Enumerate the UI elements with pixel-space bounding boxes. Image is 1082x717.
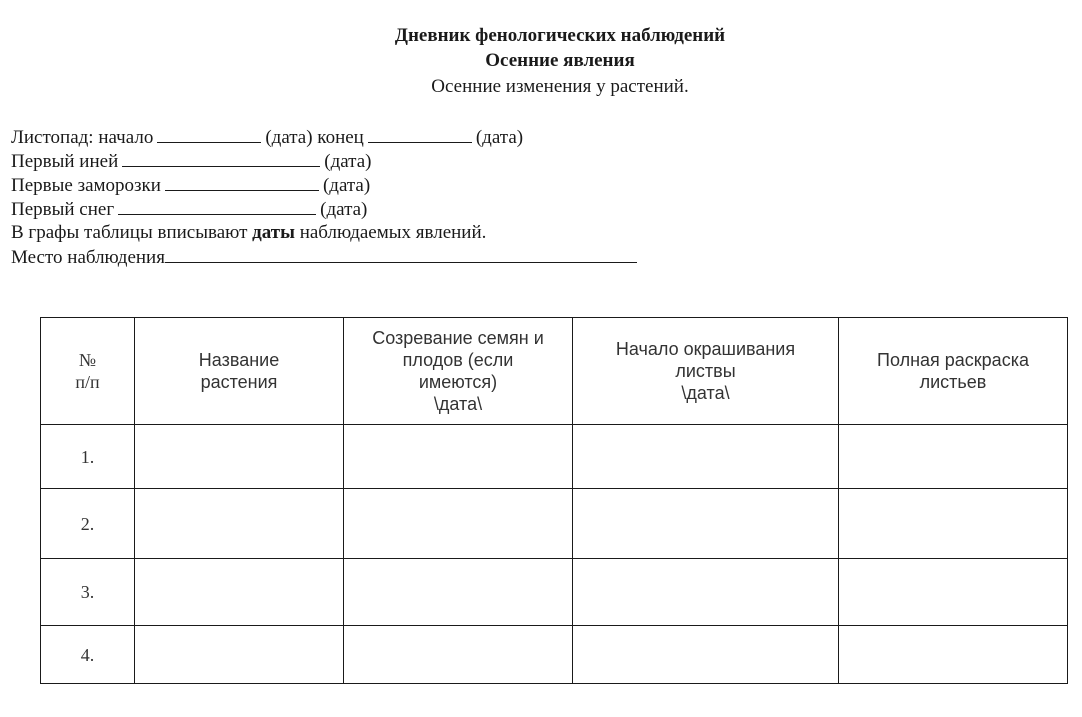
- full-coloring-cell[interactable]: [839, 626, 1068, 684]
- header-seeds-line4: \дата\: [433, 394, 483, 414]
- first-snow-blank[interactable]: [118, 197, 316, 215]
- table-header-row: [41, 318, 1068, 425]
- plant-name-cell[interactable]: [135, 559, 344, 626]
- header-num-line1: №: [78, 350, 97, 370]
- observation-form: [11, 125, 637, 269]
- header-full-line1: Полная раскраска: [877, 350, 1029, 370]
- leaf-fall-start-blank[interactable]: [157, 125, 261, 143]
- header-seeds: [344, 318, 573, 425]
- header-plant-name: [135, 318, 344, 425]
- leaf-fall-label: Листопад: начало: [11, 127, 154, 148]
- table-row: [41, 626, 1068, 684]
- row-number: 1.: [41, 425, 135, 489]
- first-frost-line: [11, 149, 637, 173]
- instruction-prefix: В графы таблицы вписывают: [11, 222, 248, 243]
- instruction-line: [11, 221, 637, 245]
- first-freeze-label: Первые заморозки: [11, 175, 161, 196]
- seeds-date-cell[interactable]: [344, 489, 573, 559]
- plant-name-cell[interactable]: [135, 489, 344, 559]
- leaf-fall-date-end-label: (дата) конец: [265, 127, 364, 148]
- header-full-line2: листьев: [919, 372, 987, 392]
- header-coloring-line3: \дата\: [681, 383, 730, 403]
- section-subtitle: Осенние изменения у растений.: [431, 76, 689, 97]
- coloring-date-cell[interactable]: [573, 626, 839, 684]
- header-coloring-line2: листвы: [675, 361, 736, 381]
- plant-name-cell[interactable]: [135, 425, 344, 489]
- coloring-date-cell[interactable]: [573, 559, 839, 626]
- instruction-bold: даты: [252, 222, 295, 243]
- header-name-line2: растения: [200, 372, 278, 392]
- leaf-fall-line: [11, 125, 637, 149]
- plant-name-cell[interactable]: [135, 626, 344, 684]
- leaf-fall-end-blank[interactable]: [368, 125, 472, 143]
- full-coloring-cell[interactable]: [839, 425, 1068, 489]
- header-full-coloring: [839, 318, 1068, 425]
- seeds-date-cell[interactable]: [344, 559, 573, 626]
- header-seeds-line3: имеются): [418, 372, 498, 392]
- first-snow-date-label: (дата): [320, 199, 368, 220]
- header-name-line1: Название: [198, 350, 280, 370]
- first-snow-label: Первый снег: [11, 199, 115, 220]
- full-coloring-cell[interactable]: [839, 559, 1068, 626]
- coloring-date-cell[interactable]: [573, 489, 839, 559]
- place-label: Место наблюдения: [11, 247, 165, 268]
- first-snow-line: [11, 197, 637, 221]
- place-line: [11, 245, 637, 269]
- row-number: 4.: [41, 626, 135, 684]
- header-seeds-line1: Созревание семян и: [372, 328, 544, 348]
- instruction-suffix: наблюдаемых явлений.: [299, 222, 487, 243]
- header-coloring-start: [573, 318, 839, 425]
- seeds-date-cell[interactable]: [344, 626, 573, 684]
- section-title: Осенние явления: [485, 50, 635, 71]
- header-seeds-line2: плодов (если: [402, 350, 514, 370]
- header-coloring-line1: Начало окрашивания: [615, 339, 796, 359]
- row-number: 2.: [41, 489, 135, 559]
- seeds-date-cell[interactable]: [344, 425, 573, 489]
- observation-table: [40, 317, 1068, 684]
- first-frost-blank[interactable]: [122, 149, 320, 167]
- first-frost-date-label: (дата): [324, 151, 372, 172]
- header-num-line2: п/п: [75, 372, 100, 392]
- table-row: [41, 489, 1068, 559]
- leaf-fall-date-label: (дата): [475, 127, 524, 148]
- table-row: [41, 425, 1068, 489]
- first-freeze-blank[interactable]: [165, 173, 319, 191]
- header-num: [41, 318, 135, 425]
- table-row: [41, 559, 1068, 626]
- row-number: 3.: [41, 559, 135, 626]
- page-title: Дневник фенологических наблюдений: [394, 25, 726, 46]
- place-blank[interactable]: [165, 245, 637, 263]
- first-freeze-line: [11, 173, 637, 197]
- full-coloring-cell[interactable]: [839, 489, 1068, 559]
- first-frost-label: Первый иней: [11, 151, 119, 172]
- first-freeze-date-label: (дата): [322, 175, 371, 196]
- coloring-date-cell[interactable]: [573, 425, 839, 489]
